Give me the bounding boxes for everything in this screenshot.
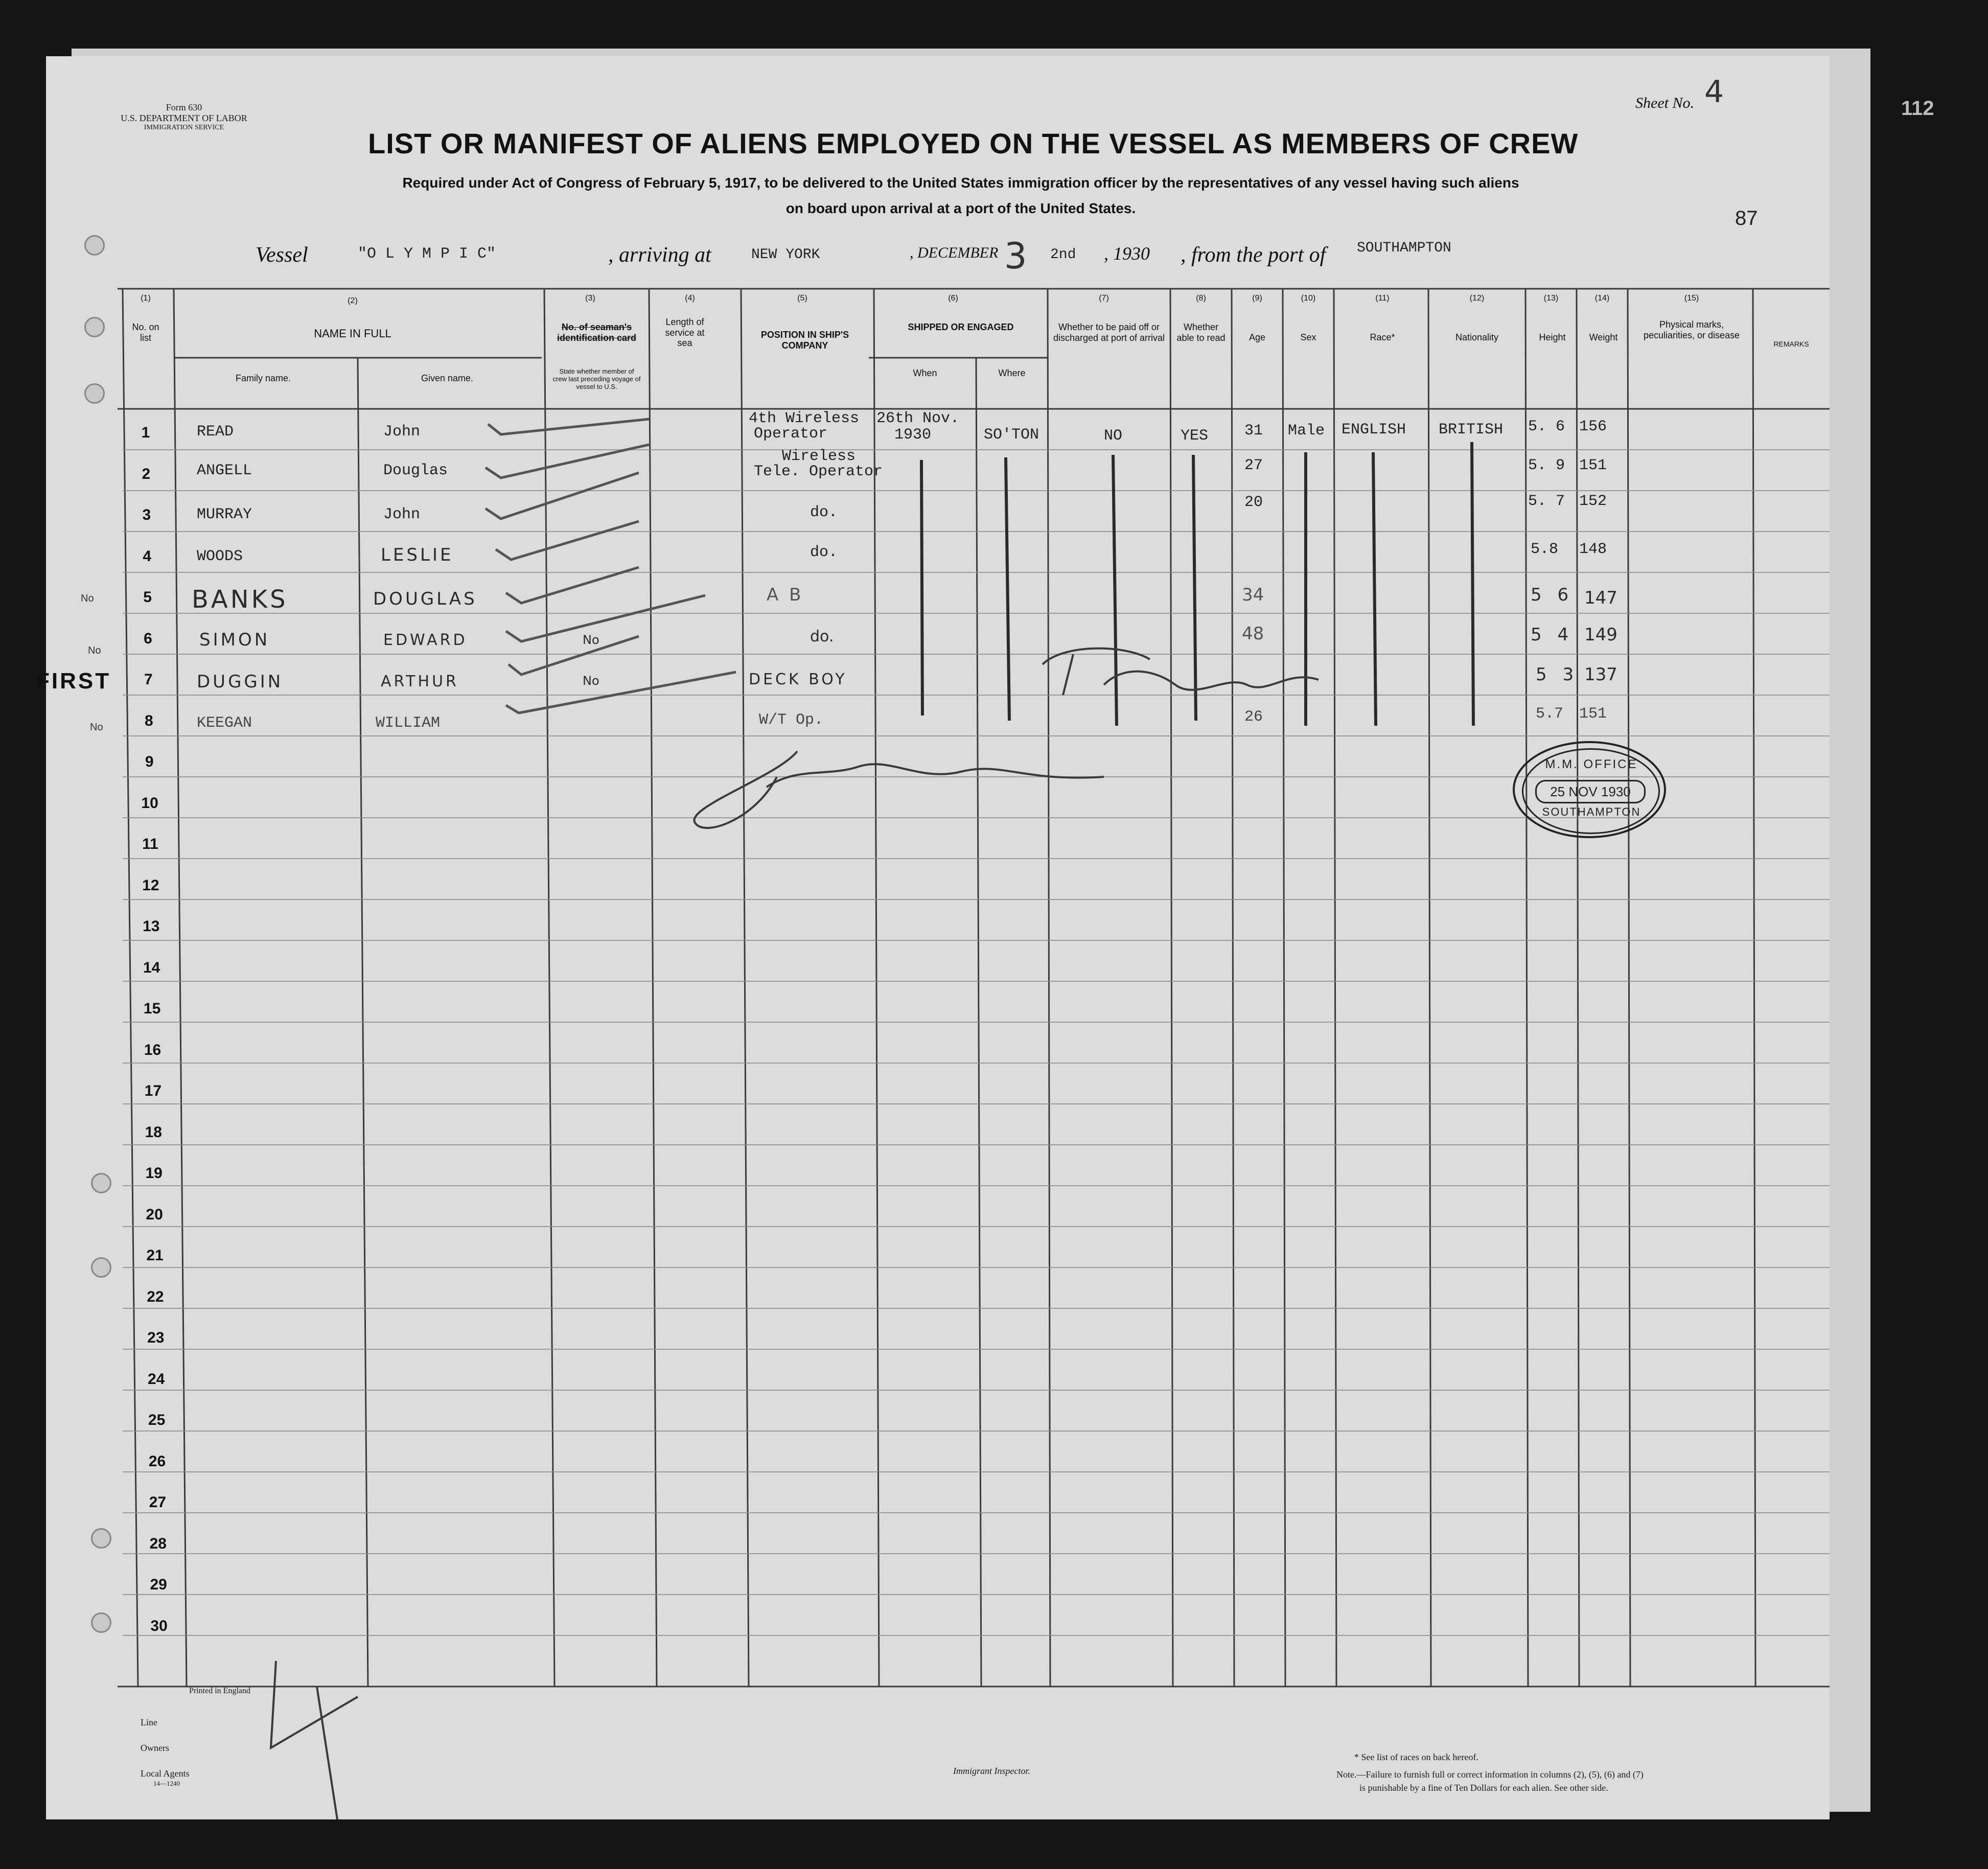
row-2-weight: 151 [1579, 457, 1607, 474]
row-8-height: 5.7 [1536, 705, 1564, 723]
line-label: Line [141, 1717, 157, 1727]
row-4-family: WOODS [197, 548, 243, 565]
owners-label: Owners [141, 1743, 169, 1753]
row-4-height: 5.8 [1531, 541, 1559, 558]
row-3-height: 5. 7 [1528, 493, 1565, 510]
row-1-where: SO'TON [984, 426, 1039, 444]
row-number: 14 [143, 959, 160, 976]
margin-mark-row-5: No [81, 593, 94, 604]
row-7-id-card: No [583, 674, 599, 688]
col-number-7: (7) [1099, 294, 1109, 303]
row-8-given: WILLIAM [376, 714, 441, 732]
row-number: 25 [148, 1412, 166, 1428]
row-6-id-card: No [583, 633, 599, 647]
row-number: 5 [143, 589, 152, 606]
punch-hole [84, 383, 105, 404]
margin-mark-row-7: FIRST [36, 668, 111, 694]
stamp-top: M.M. OFFICE [1545, 757, 1638, 771]
arrival-month: , DECEMBER [910, 244, 999, 261]
agents-code: 14—1240 [153, 1780, 180, 1787]
punch-hole [91, 1612, 111, 1633]
col-length-service: Length of service at sea [665, 317, 705, 349]
row-number: 23 [147, 1329, 165, 1346]
arrival-port: NEW YORK [751, 247, 820, 263]
row-number: 26 [148, 1452, 166, 1470]
row-6-weight: 149 [1584, 625, 1617, 645]
col-age: Age [1249, 332, 1266, 342]
row-number: 30 [150, 1617, 168, 1634]
col-number-8: (8) [1196, 294, 1206, 303]
punch-hole [91, 1528, 111, 1549]
row-4-position: do. [810, 544, 838, 561]
row-1-paid-off: NO [1104, 427, 1123, 445]
row-number: 17 [144, 1082, 162, 1099]
row-1-age: 31 [1244, 422, 1263, 440]
row-number: 22 [147, 1288, 164, 1305]
form-number: Form 630 [166, 102, 202, 112]
row-2-height: 5. 9 [1528, 457, 1565, 474]
row-5-weight: 147 [1584, 588, 1617, 608]
row-number: 13 [143, 918, 160, 935]
row-6-height: 5 4 [1531, 625, 1574, 645]
arrival-year: , 1930 [1104, 243, 1150, 264]
arriving-label: , arriving at [608, 243, 711, 267]
row-5-position: A B [767, 585, 804, 605]
row-8-age: 26 [1244, 708, 1263, 726]
row-6-position: do. [810, 628, 834, 645]
col-paid-off: Whether to be paid off or discharged at port of arrival [1053, 322, 1165, 343]
row-number: 7 [144, 671, 153, 688]
row-1-sex: Male [1288, 422, 1325, 440]
margin-mark-row-6: No [88, 645, 101, 656]
row-5-family: BANKS [192, 585, 288, 614]
row-8-weight: 151 [1579, 705, 1607, 723]
col-number-1: (1) [141, 294, 151, 303]
stamp-bottom: SOUTHAMPTON [1542, 805, 1641, 818]
row-5-given: DOUGLAS [373, 589, 477, 609]
row-number: 19 [145, 1165, 163, 1182]
col-family-name: Family name. [235, 373, 291, 383]
punch-hole [91, 1173, 111, 1193]
row-8-family: KEEGAN [197, 714, 252, 732]
row-number: 2 [142, 465, 151, 482]
row-6-age: 48 [1242, 624, 1264, 644]
row-1-family: READ [197, 423, 234, 441]
row-5-height: 5 6 [1531, 585, 1574, 605]
col-number-11: (11) [1375, 294, 1390, 303]
row-number: 15 [143, 1000, 161, 1017]
sheet-label: Sheet No. [1635, 95, 1694, 111]
row-number: 10 [141, 794, 158, 812]
page-title: LIST OR MANIFEST OF ALIENS EMPLOYED ON THE VESSEL AS MEMBERS OF CREW [368, 127, 1579, 159]
row-number: 27 [149, 1494, 167, 1511]
col-id-card: No. of seaman's identification card [557, 322, 637, 343]
col-no-on-list: No. on list [132, 322, 159, 343]
col-number-9: (9) [1252, 294, 1262, 303]
inspector-label: Immigrant Inspector. [953, 1766, 1030, 1776]
col-given-name: Given name. [421, 373, 474, 383]
row-number: 18 [145, 1123, 162, 1141]
col-remarks: REMARKS [1773, 340, 1809, 348]
from-port-label: , from the port of [1181, 243, 1326, 267]
row-2-age: 27 [1244, 457, 1263, 474]
col-number-13: (13) [1543, 294, 1559, 303]
row-number: 9 [145, 753, 154, 770]
col-weight: Weight [1589, 332, 1618, 342]
col-height: Height [1539, 332, 1566, 342]
col-shipped-engaged: SHIPPED OR ENGAGED [908, 322, 1014, 332]
row-1-height: 5. 6 [1528, 418, 1565, 435]
vessel-label: Vessel [256, 243, 308, 267]
row-1-weight: 156 [1579, 418, 1607, 435]
subtitle-line1: Required under Act of Congress of February 5, 1917, to be delivered to the United States immigration officer by the representatives of any vessel having such aliens [402, 175, 1519, 191]
row-1-when-1: 26th Nov. [876, 410, 960, 427]
subtitle-line2: on board upon arrival at a port of the United States. [785, 200, 1136, 216]
row-3-position: do. [810, 504, 838, 521]
margin-mark-row-8: No [90, 722, 103, 733]
row-number: 28 [149, 1535, 167, 1552]
service: IMMIGRATION SERVICE [144, 124, 224, 131]
row-4-weight: 148 [1579, 541, 1607, 558]
col-sex: Sex [1300, 332, 1316, 342]
col-number-6: (6) [948, 294, 958, 303]
printed-in: Printed in England [189, 1687, 250, 1695]
note-line1: Note.—Failure to furnish full or correct information in columns (2), (5), (6) and (7) [1336, 1769, 1644, 1780]
arrival-day-handwritten: 3 [1004, 235, 1030, 277]
row-number: 20 [146, 1206, 163, 1223]
col-number-12: (12) [1469, 294, 1485, 303]
row-3-given: John [383, 506, 421, 523]
punch-hole [84, 317, 105, 337]
row-number: 8 [144, 712, 153, 729]
row-1-nationality: BRITISH [1439, 421, 1504, 439]
col-number-5: (5) [797, 294, 807, 303]
row-number: 11 [142, 836, 158, 852]
row-1-position-1: 4th Wireless [749, 410, 860, 427]
row-1-when-2: 1930 [894, 426, 932, 444]
col-number-2: (2) [348, 296, 358, 305]
sheet-number: 4 [1704, 74, 1727, 110]
row-7-weight: 137 [1584, 664, 1617, 685]
row-6-family: SIMON [199, 630, 270, 650]
row-number: 29 [150, 1576, 167, 1593]
note-races: * See list of races on back hereof. [1354, 1752, 1478, 1762]
col-number-14: (14) [1594, 294, 1610, 303]
row-6-given: EDWARD [383, 631, 468, 649]
row-number: 6 [144, 630, 152, 647]
row-number: 1 [141, 424, 150, 441]
punch-hole [84, 235, 105, 256]
row-number: 16 [144, 1041, 161, 1058]
form-header [112, 102, 256, 132]
department: U.S. DEPARTMENT OF LABOR [121, 113, 247, 123]
note-line2: is punishable by a fine of Ten Dollars for each alien. See other side. [1359, 1783, 1608, 1793]
row-4-given: LESLIE [381, 545, 454, 565]
col-number-4: (4) [685, 294, 695, 303]
row-number: 4 [143, 547, 152, 565]
col-where: Where [998, 368, 1026, 378]
col-id-card-note: State whether member of crew last preceding voyage of vessel to U.S. [552, 367, 641, 390]
row-2-position-1: Wireless [782, 448, 856, 465]
row-3-weight: 152 [1579, 493, 1607, 510]
col-position: POSITION IN SHIP'S COMPANY [760, 330, 849, 351]
from-port: SOUTHAMPTON [1357, 240, 1451, 256]
row-1-race: ENGLISH [1342, 421, 1406, 439]
arrival-day: 2nd [1050, 247, 1076, 263]
row-7-given: ARTHUR [381, 673, 459, 690]
row-3-family: MURRAY [197, 506, 252, 523]
row-8-position: W/T Op. [759, 711, 824, 729]
col-able-read: Whether able to read [1176, 322, 1226, 343]
col-name-in-full: NAME IN FULL [314, 327, 391, 340]
col-race: Race* [1370, 332, 1395, 342]
row-number: 3 [142, 506, 151, 523]
stamp-date: 25 NOV 1930 [1535, 780, 1646, 803]
col-when: When [913, 368, 937, 378]
row-7-position: DECK BOY [749, 671, 847, 688]
row-2-family: ANGELL [197, 462, 252, 479]
mm-office-stamp [1513, 741, 1666, 838]
row-2-position-2: Tele. Operator [754, 463, 883, 480]
row-7-family: DUGGIN [197, 672, 284, 692]
page-number: 112 [1901, 97, 1934, 120]
row-number: 21 [146, 1247, 164, 1264]
row-2-given: Douglas [383, 462, 448, 479]
col-physical-marks: Physical marks, peculiarities, or disease [1643, 319, 1740, 340]
row-5-age: 34 [1242, 585, 1264, 605]
col-number-10: (10) [1301, 294, 1316, 303]
row-1-able-read: YES [1181, 427, 1209, 445]
col-number-15: (15) [1684, 294, 1699, 303]
row-number: 24 [148, 1370, 165, 1388]
row-1-position-2: Operator [754, 425, 828, 443]
col-nationality: Nationality [1455, 332, 1499, 342]
page-mark: 87 [1735, 207, 1758, 229]
row-number: 12 [142, 876, 159, 894]
agents-label: Local Agents [141, 1768, 190, 1779]
col-number-3: (3) [585, 294, 595, 303]
row-7-height: 5 3 [1536, 664, 1579, 685]
row-1-given: John [383, 423, 421, 441]
row-3-age: 20 [1244, 494, 1263, 511]
vessel-name: "O L Y M P I C" [358, 245, 496, 263]
punch-hole [91, 1257, 111, 1278]
